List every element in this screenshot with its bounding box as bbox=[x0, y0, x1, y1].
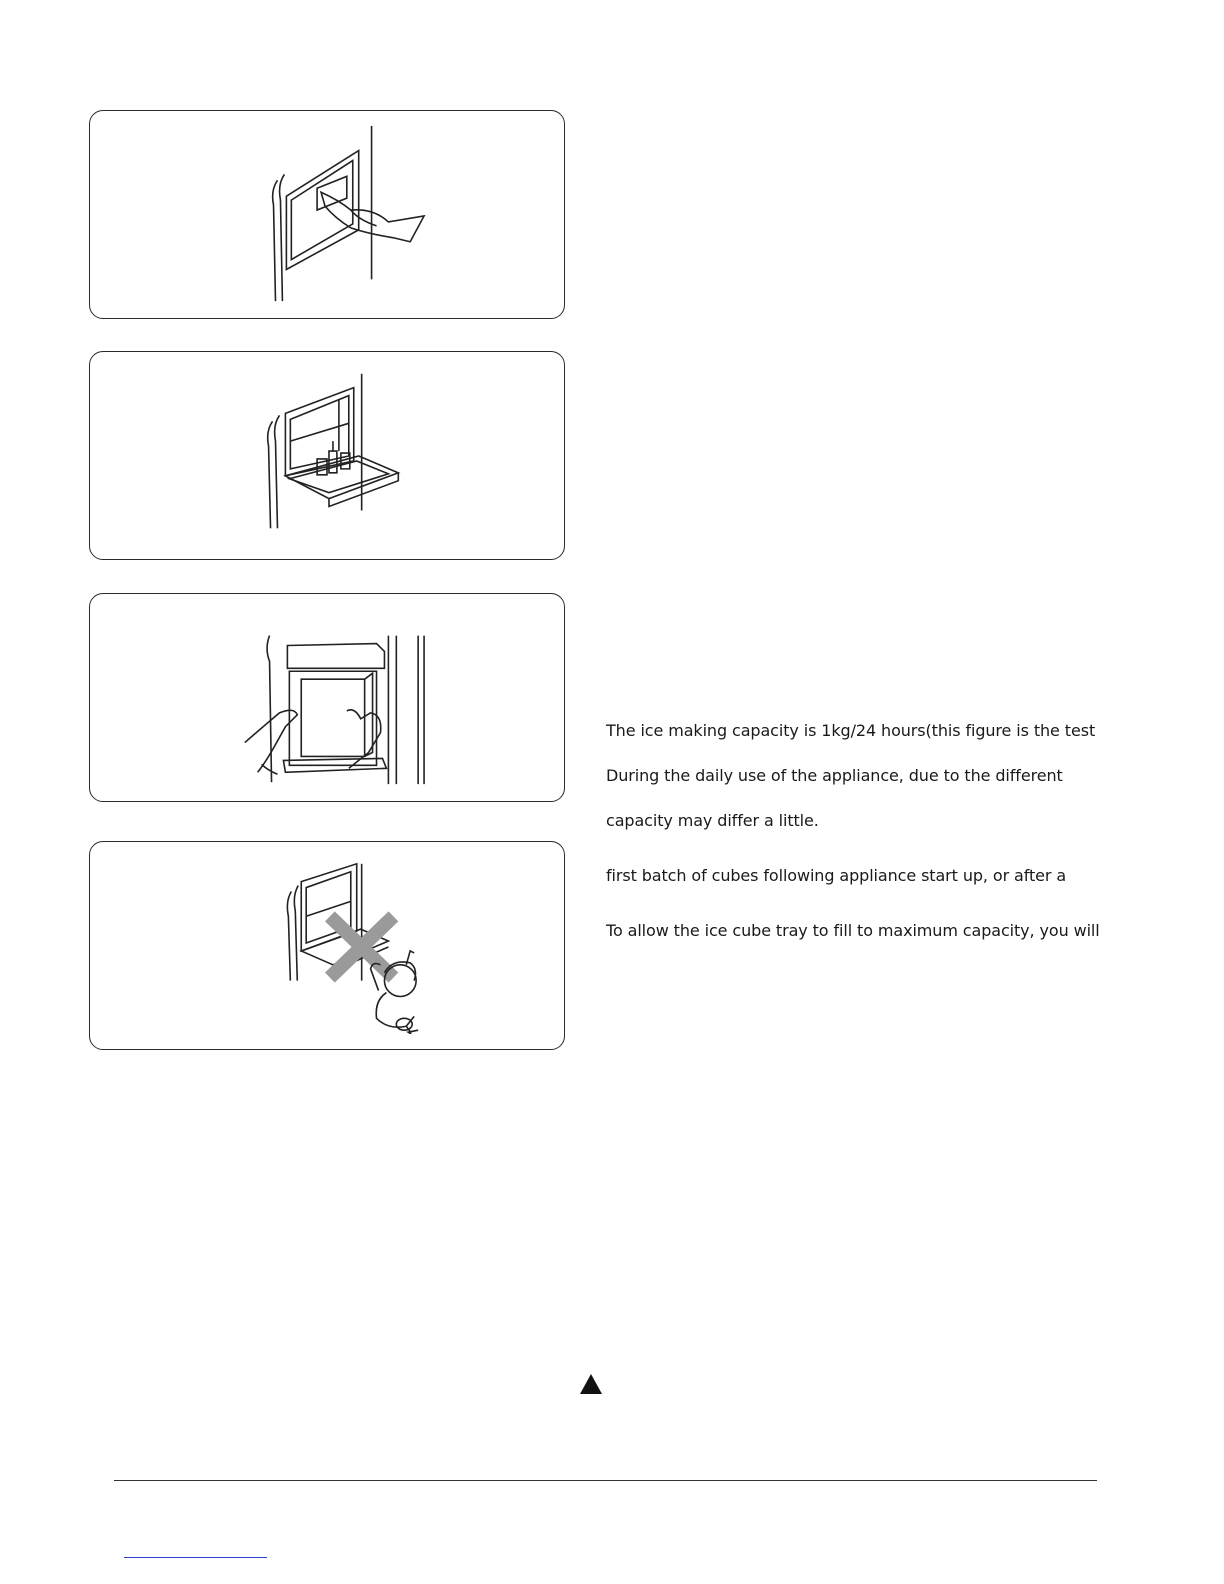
illustration-panel-2 bbox=[89, 351, 565, 560]
footer-link-underline[interactable] bbox=[124, 1557, 267, 1558]
text-line-first-batch: first batch of cubes following appliance start up, or after a bbox=[606, 866, 1067, 885]
dispenser-tray-glasses-icon bbox=[90, 352, 564, 559]
illustration-panel-1 bbox=[89, 110, 565, 319]
child-warning-cross-icon bbox=[90, 842, 564, 1049]
text-line-capacity-differ: capacity may differ a little. bbox=[606, 811, 819, 830]
dispenser-door-hand-icon bbox=[90, 111, 564, 318]
footer-divider bbox=[114, 1480, 1097, 1481]
ice-bin-removal-hands-icon bbox=[90, 594, 564, 801]
illustration-panel-3 bbox=[89, 593, 565, 802]
text-line-daily-use: During the daily use of the appliance, due to the different bbox=[606, 766, 1063, 785]
text-line-capacity: The ice making capacity is 1kg/24 hours(this figure is the test bbox=[606, 721, 1096, 740]
illustration-panel-4 bbox=[89, 841, 565, 1050]
warning-triangle-icon bbox=[580, 1374, 602, 1394]
text-line-tray-fill: To allow the ice cube tray to fill to maximum capacity, you will bbox=[606, 921, 1100, 940]
